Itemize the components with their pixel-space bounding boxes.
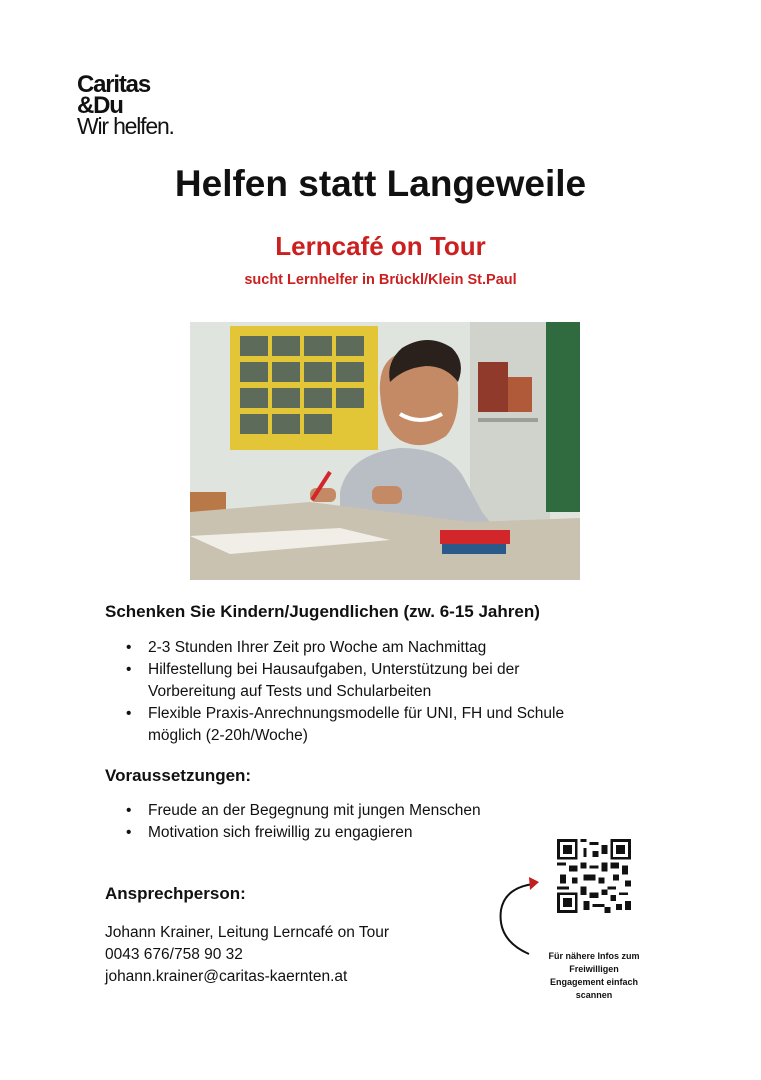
caritas-logo	[77, 71, 174, 139]
requirement-item: • Freude an der Begegnung mit jungen Menschen	[110, 800, 481, 822]
qr-code[interactable]	[557, 839, 631, 913]
contact-title: Ansprechperson:	[105, 884, 246, 903]
subheadline: Lerncafé on Tour	[275, 231, 486, 261]
offer-item-line: • Flexible Praxis-Anrechnungsmodelle für UNI, FH und Schule	[148, 705, 565, 722]
offer-title: Schenken Sie Kindern/Jugendlichen (zw. 6-15 Jahren)	[105, 602, 540, 621]
requirement-item: • Motivation sich freiwillig zu engagieren	[110, 822, 481, 844]
qr-caption-line: scannen	[575, 990, 613, 1000]
requirements-list	[110, 800, 481, 844]
qr-caption	[535, 950, 653, 1002]
qr-caption-line: Für nähere Infos zum	[548, 951, 640, 961]
offer-list	[110, 637, 564, 747]
offer-item	[110, 703, 564, 747]
contact-phone[interactable]: 0043 676/758 90 32	[105, 946, 243, 963]
qr-caption-line: Engagement einfach	[549, 977, 639, 987]
requirements-title: Voraussetzungen:	[105, 766, 252, 785]
contact-name-role: Johann Krainer, Leitung Lerncafé on Tour	[105, 924, 390, 941]
subline: sucht Lernhelfer in Brückl/Klein St.Paul	[244, 272, 517, 288]
curved-arrow-icon	[495, 876, 555, 956]
offer-item-line: möglich (2-20h/Woche)	[148, 727, 308, 744]
contact-block	[105, 922, 389, 988]
offer-item-line: • 2-3 Stunden Ihrer Zeit pro Woche am Nachmittag	[148, 639, 487, 656]
logo-line-slogan: Wir helfen.	[77, 113, 174, 139]
qr-caption-line: Freiwilligen	[569, 964, 619, 974]
offer-item-line: • Hilfestellung bei Hausaufgaben, Unterstützung bei der	[148, 661, 520, 678]
offer-item	[110, 637, 564, 659]
contact-email[interactable]: johann.krainer@caritas-kaernten.at	[105, 968, 348, 985]
logo-line-caritas: Caritas	[77, 71, 150, 98]
logo-line-du: &Du	[77, 92, 123, 119]
offer-item-line: Vorbereitung auf Tests und Schularbeiten	[148, 683, 432, 700]
offer-item	[110, 659, 564, 703]
photo-boy-learning	[190, 322, 580, 580]
headline: Helfen statt Langeweile	[174, 163, 587, 204]
